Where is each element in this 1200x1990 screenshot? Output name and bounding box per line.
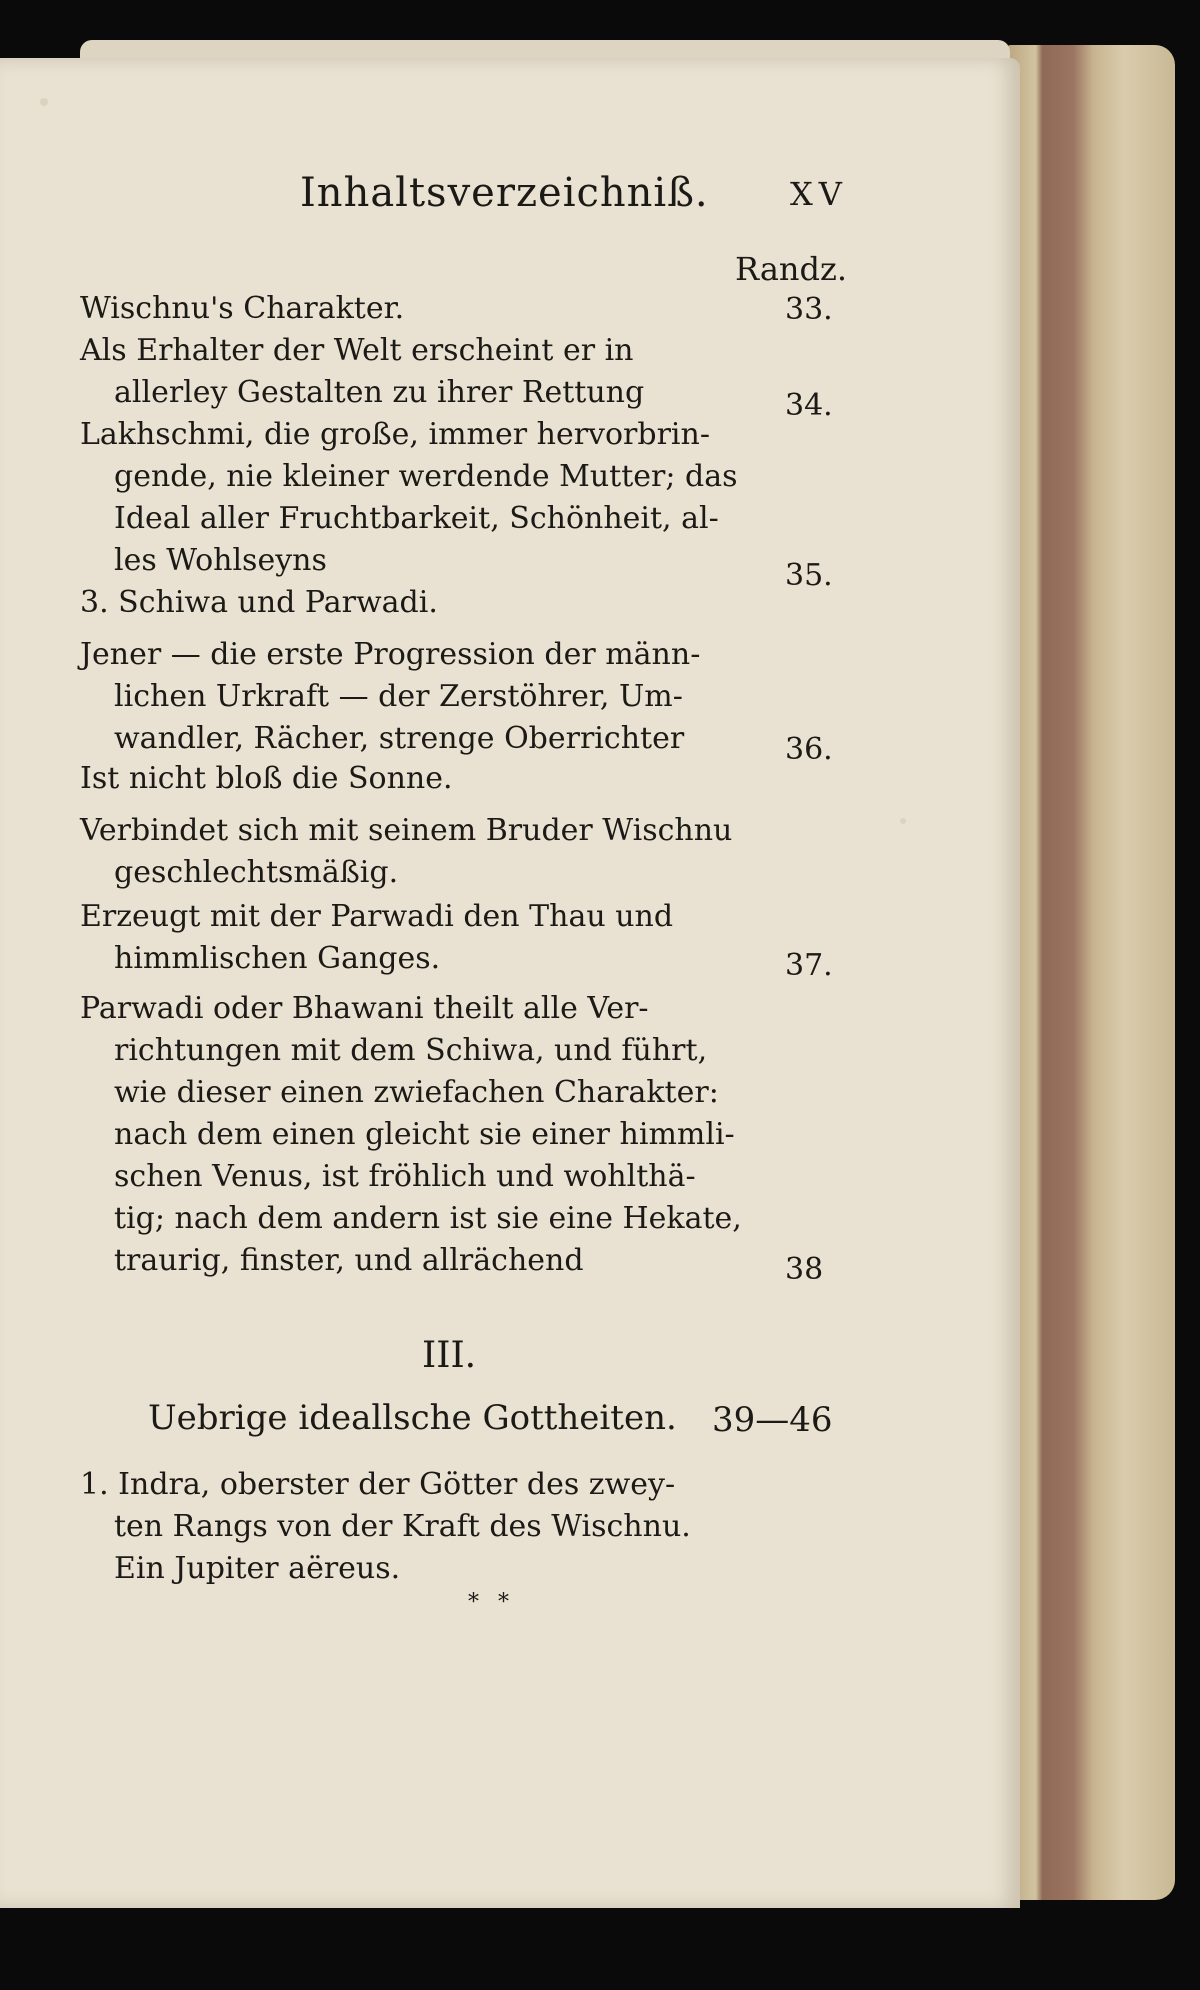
section-number: III.: [422, 1335, 477, 1376]
entry-page-ref: 33.: [785, 292, 833, 327]
entry-page-ref: 35.: [785, 558, 833, 593]
entry-line: wie dieser einen zwiefachen Charakter:: [114, 1075, 719, 1110]
entry-line: Verbindet sich mit seinem Bruder Wischnu: [80, 813, 733, 848]
toc-entry: [80, 330, 720, 414]
entry-line: wandler, Rächer, strenge Oberrichter: [114, 721, 685, 756]
entry-line: Ein Jupiter aëreus.: [114, 1551, 401, 1586]
signature-mark: * *: [468, 1590, 515, 1615]
entry-line: traurig, finster, und allrächend: [114, 1243, 584, 1278]
toc-entry: [80, 896, 720, 980]
column-label: Randz.: [735, 250, 848, 288]
entry-line: richtungen mit dem Schiwa, und führt,: [114, 1033, 708, 1068]
toc-entry: [80, 758, 720, 800]
page-header: Inhaltsverzeichniß.: [300, 170, 709, 216]
entry-line: geschlechtsmäßig.: [114, 855, 399, 890]
entry-line: Parwadi oder Bhawani theilt alle Ver-: [80, 991, 649, 1026]
paper-spot: [40, 98, 48, 106]
entry-line: nach dem einen gleicht sie einer himmli-: [114, 1117, 735, 1152]
entry-page-ref: 36.: [785, 732, 833, 767]
entry-line: Ist nicht bloß die Sonne.: [80, 761, 453, 796]
page-number: XV: [790, 175, 848, 213]
entry-line: tig; nach dem andern ist sie eine Hekate,: [114, 1201, 742, 1236]
entry-line: lichen Urkraft — der Zerstöhrer, Um-: [114, 679, 683, 714]
entry-line: Ideal aller Fruchtbarkeit, Schönheit, al-: [114, 501, 719, 536]
toc-entry: [80, 582, 720, 624]
entry-line: les Wohlseyns: [114, 543, 327, 578]
toc-entry: [80, 1464, 720, 1590]
entry-line: himmlischen Ganges.: [114, 941, 441, 976]
entry-line: Wischnu's Charakter.: [80, 291, 405, 326]
entry-line: Als Erhalter der Welt erscheint er in: [80, 333, 634, 368]
entry-line: ten Rangs von der Kraft des Wischnu.: [114, 1509, 691, 1544]
entry-line: Jener — die erste Progression der männ-: [80, 637, 701, 672]
entry-line: schen Venus, ist fröhlich und wohlthä-: [114, 1159, 696, 1194]
toc-entry: [80, 988, 742, 1282]
paper-spot: [900, 818, 906, 824]
section-page-range: 39—46: [712, 1400, 833, 1440]
entry-line: 1. Indra, oberster der Götter des zwey-: [80, 1467, 676, 1502]
entry-line: Erzeugt mit der Parwadi den Thau und: [80, 899, 674, 934]
entry-page-ref: 38: [785, 1252, 824, 1287]
toc-entry: [80, 414, 738, 582]
toc-entry: [80, 810, 733, 894]
page-edges: [1005, 45, 1175, 1900]
entry-line: allerley Gestalten zu ihrer Rettung: [114, 375, 645, 410]
toc-entry: [80, 634, 720, 760]
toc-entry: [80, 288, 720, 330]
entry-line: 3. Schiwa und Parwadi.: [80, 585, 438, 620]
entry-page-ref: 37.: [785, 948, 833, 983]
entry-page-ref: 34.: [785, 388, 833, 423]
entry-line: gende, nie kleiner werdende Mutter; das: [114, 459, 738, 494]
section-title: Uebrige ideallsche Gottheiten.: [148, 1398, 677, 1438]
entry-line: Lakhschmi, die große, immer hervorbrin-: [80, 417, 710, 452]
